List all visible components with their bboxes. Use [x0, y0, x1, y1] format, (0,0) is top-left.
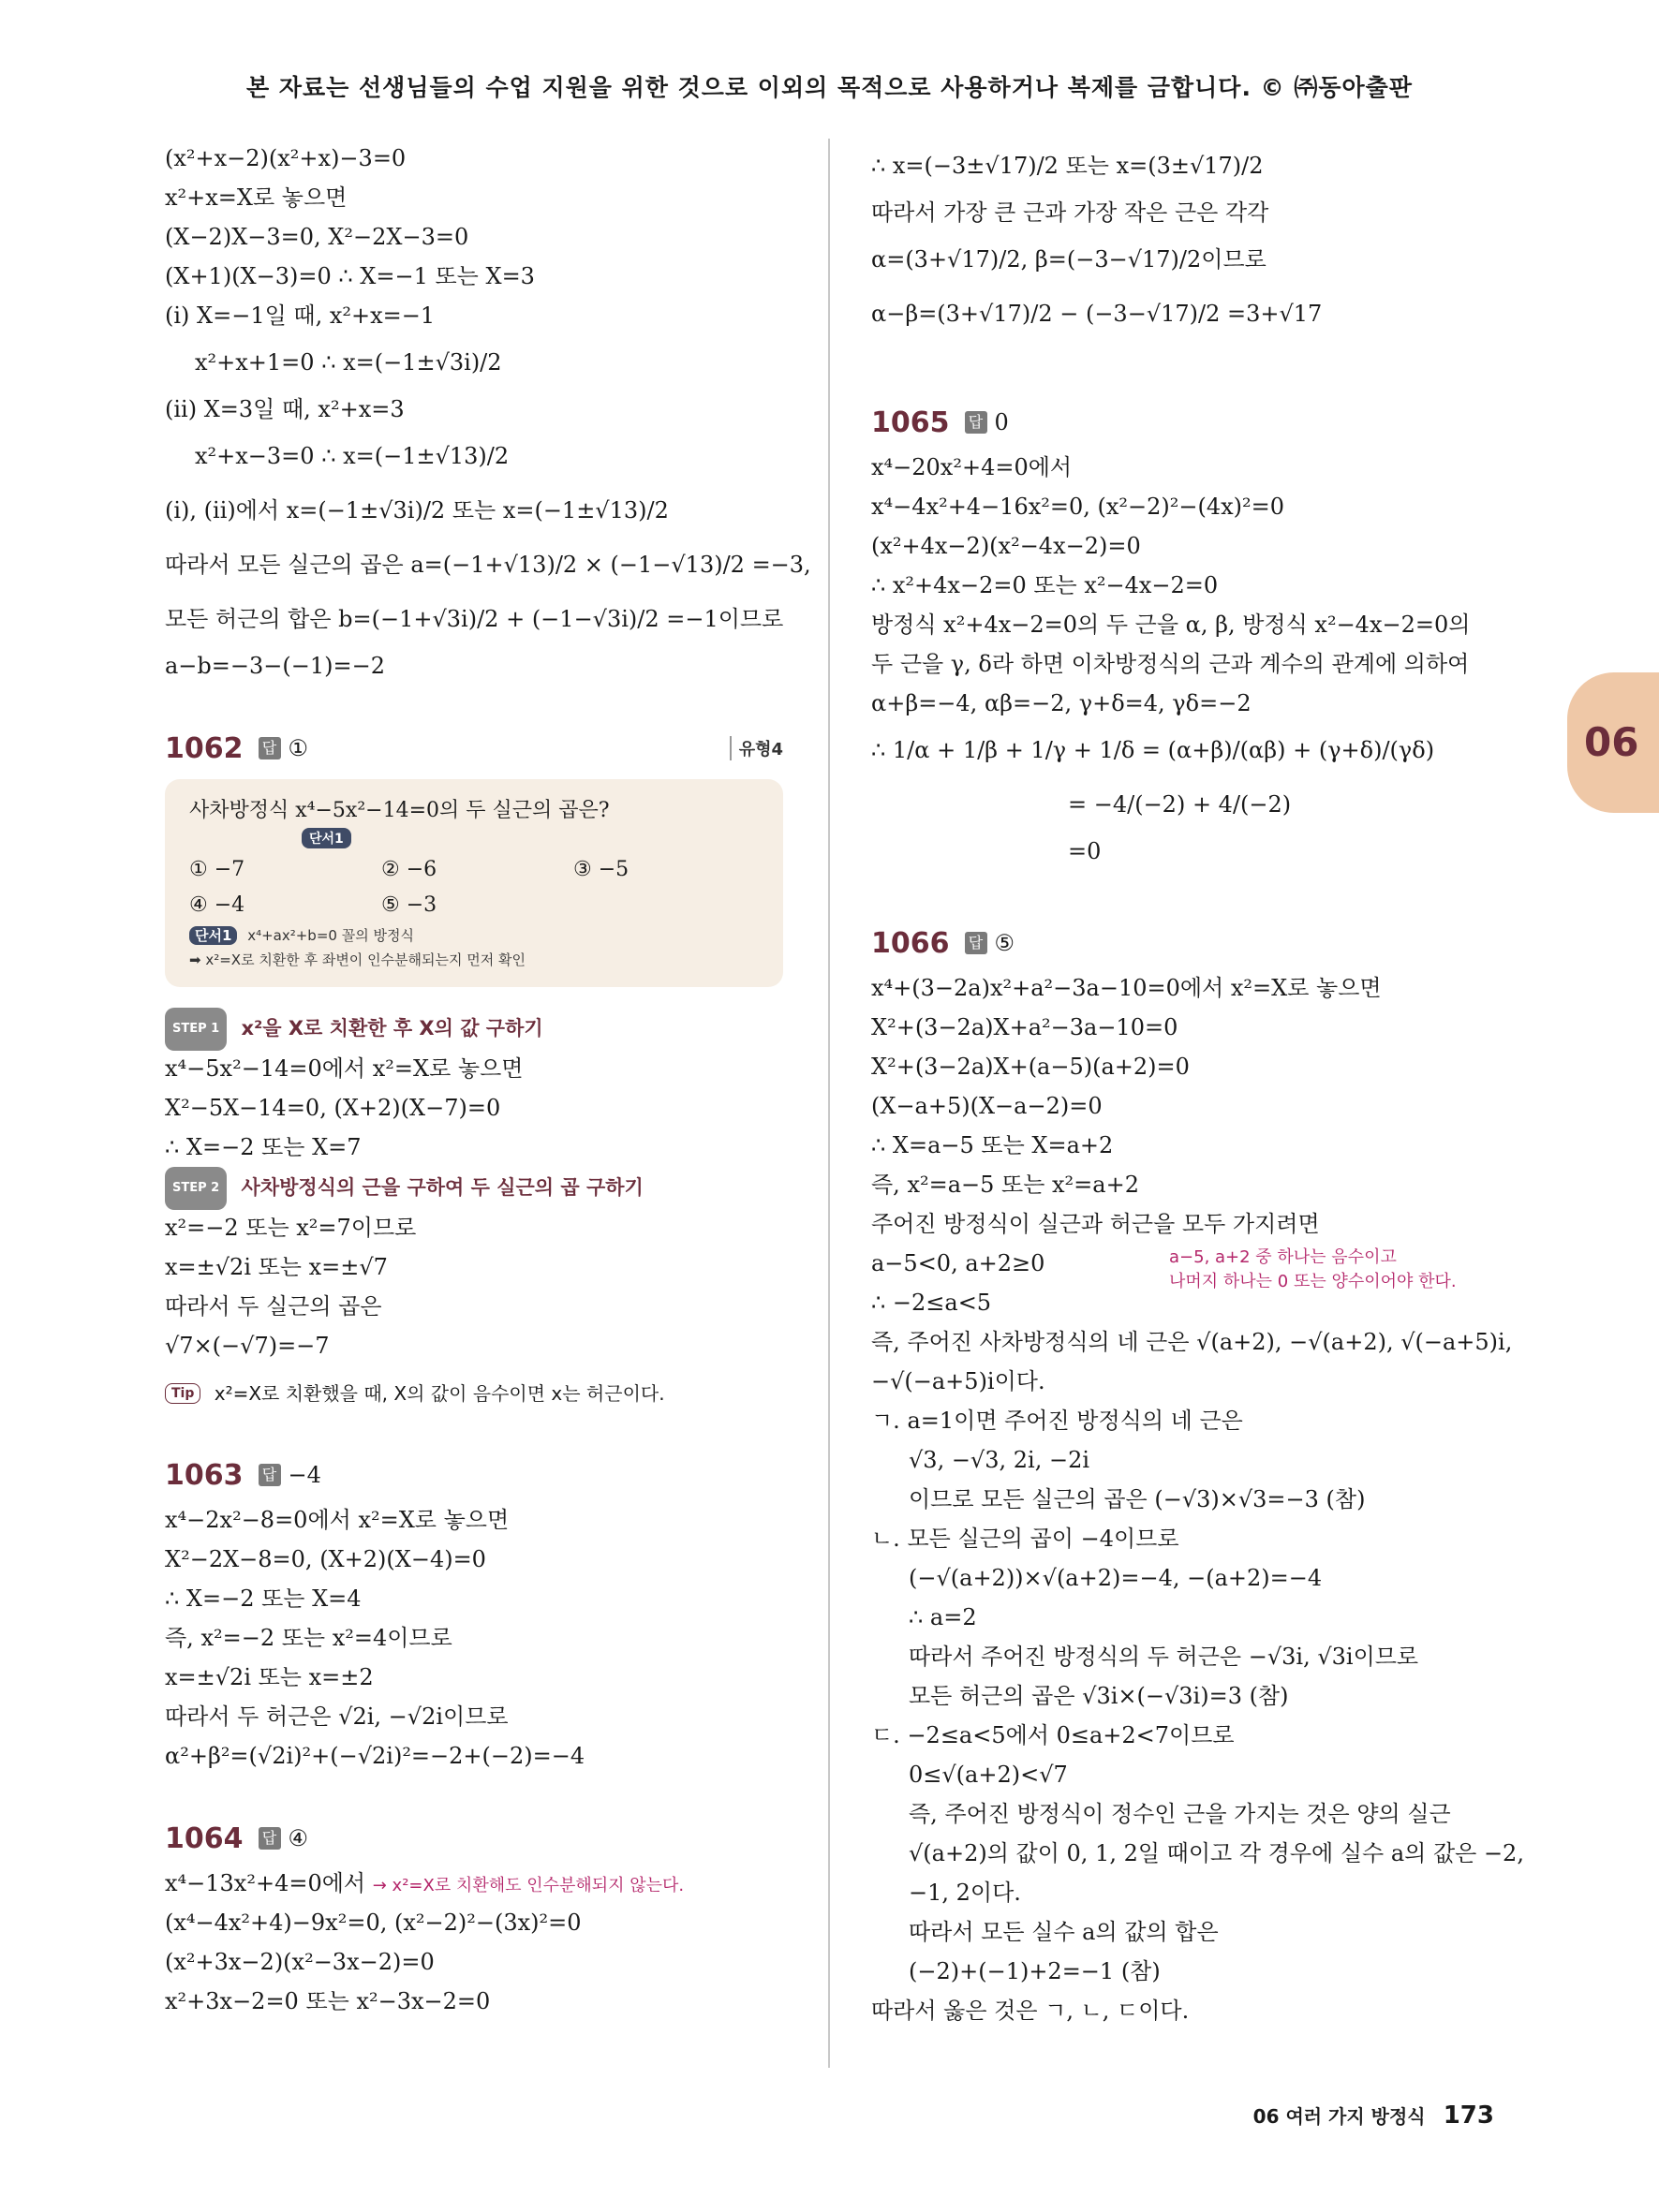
- annotation-note: → x²=X로 치환해도 인수분해되지 않는다.: [372, 1876, 685, 1895]
- hint-body: ➡ x²=X로 치환한 후 좌변이 인수분해되는지 먼저 확인: [189, 951, 526, 968]
- text-line: ∴ X=−2 또는 X=4: [165, 1585, 362, 1612]
- text-line: (−2)+(−1)+2=−1 (참): [909, 1958, 1161, 1984]
- problem-number: 1062: [165, 731, 244, 765]
- tip: [165, 1375, 783, 1412]
- text-line: x⁴−4x²+4−16x²=0, (x²−2)²−(4x)²=0: [871, 494, 1285, 520]
- text-line: 따라서 두 실근의 곱은: [165, 1293, 382, 1320]
- chapter-tab-label: 06: [1584, 719, 1639, 765]
- text-line: (x²+x−2)(x²+x)−3=0: [165, 145, 407, 171]
- text-line: 따라서 모든 실수 a의 값의 합은: [909, 1919, 1219, 1945]
- text-line: 0≤√(a+2)<√7: [909, 1762, 1068, 1788]
- text-line: X²−5X−14=0, (X+2)(X−7)=0: [165, 1095, 501, 1121]
- answer-value: ④: [288, 1825, 309, 1851]
- text-line: α+β=−4, αβ=−2, γ+δ=4, γδ=−2: [871, 690, 1252, 716]
- text-line: a−b=−3−(−1)=−2: [165, 653, 385, 679]
- problem-number: 1065: [871, 406, 950, 439]
- text-line: =0: [1068, 838, 1102, 864]
- choice: ③ −5: [573, 858, 630, 881]
- problem-number: 1064: [165, 1821, 244, 1855]
- column-divider: [828, 139, 830, 2068]
- text-line: x=±√2i 또는 x=±√7: [165, 1254, 388, 1280]
- annotation-note: [1169, 1246, 1457, 1294]
- text-line: (i), (ii)에서 x=(−1±√3i)/2 또는 x=(−1±√13)/2: [165, 497, 669, 524]
- text-line: (i) X=−1일 때, x²+x=−1: [165, 302, 436, 329]
- text-line: = −4/(−2) + 4/(−2): [1068, 791, 1292, 818]
- answer-badge: 답: [259, 1464, 281, 1486]
- answer-value: 0: [994, 409, 1009, 435]
- text-line: ∴ X=−2 또는 X=7: [165, 1134, 362, 1160]
- text-line: (ii) X=3일 때, x²+x=3: [165, 396, 405, 422]
- text-line: (x²+4x−2)(x²−4x−2)=0: [871, 533, 1141, 559]
- left-column: [165, 139, 811, 2021]
- page-number: 173: [1443, 2101, 1494, 2130]
- text-line: 따라서 옳은 것은 ㄱ, ㄴ, ㄷ이다.: [871, 1998, 1190, 2024]
- text-line: α²+β²=(√2i)²+(−√2i)²=−2+(−2)=−4: [165, 1743, 585, 1769]
- text-line: 즉, 주어진 사차방정식의 네 근은 √(a+2), −√(a+2), √(−a+5)i,: [871, 1329, 1513, 1355]
- answer-badge: 답: [965, 932, 987, 954]
- equation: x⁴−13x²+4=0에서: [165, 1870, 366, 1896]
- text-line: √7×(−√7)=−7: [165, 1333, 330, 1359]
- text-line: 두 근을 γ, δ라 하면 이차방정식의 근과 계수의 관계에 의하여: [871, 651, 1470, 677]
- text-line: x²+3x−2=0 또는 x²−3x−2=0: [165, 1988, 491, 2014]
- text-line: 따라서 가장 큰 근과 가장 작은 근은 각각: [871, 199, 1269, 226]
- text-line: x⁴−2x²−8=0에서 x²=X로 놓으면: [165, 1507, 510, 1533]
- copyright-banner: 본 자료는 선생님들의 수업 지원을 위한 것으로 이외의 목적으로 사용하거나 복제를 금합니다. © ㈜동아출판: [246, 74, 1413, 101]
- text-line: (x²+3x−2)(x²−3x−2)=0: [165, 1949, 435, 1975]
- right-column: [871, 139, 1524, 2030]
- choice: ② −6: [381, 858, 437, 881]
- problem-number: 1066: [871, 926, 950, 960]
- text-line: √(a+2)의 값이 0, 1, 2일 때이고 각 경우에 실수 a의 값은 −2,: [909, 1840, 1524, 1866]
- text-line: ∴ −2≤a<5: [871, 1290, 992, 1316]
- problem-1062-header: [165, 723, 783, 774]
- text-line: x⁴−5x²−14=0에서 x²=X로 놓으면: [165, 1055, 524, 1082]
- text-line: α=(3+√17)/2, β=(−3−√17)/2이므로: [871, 246, 1266, 273]
- hint-title-tag: 단서1: [189, 926, 237, 945]
- text-line: −1, 2이다.: [909, 1880, 1021, 1906]
- note-group: [871, 1244, 1499, 1291]
- text-line: 모든 허근의 합은 b=(−1+√3i)/2 + (−1−√3i)/2 =−1이므로: [165, 606, 784, 632]
- note-line: a−5, a+2 중 하나는 음수이고: [1169, 1247, 1397, 1267]
- choice: ④ −4: [189, 893, 245, 917]
- text-line: 방정식 x²+4x−2=0의 두 근을 α, β, 방정식 x²−4x−2=0의: [871, 612, 1471, 638]
- hint-tag: 단서1: [302, 828, 351, 848]
- question-box: [165, 779, 783, 987]
- text-line: ∴ x=(−3±√17)/2 또는 x=(3±√17)/2: [871, 153, 1264, 179]
- problem-1063-header: [165, 1450, 783, 1500]
- hint-title: [189, 923, 759, 948]
- problem-1064-header: [165, 1813, 783, 1864]
- text-line: 즉, 주어진 방정식이 정수인 근을 가지는 것은 양의 실근: [909, 1801, 1451, 1827]
- text-line: 즉, x²=−2 또는 x²=4이므로: [165, 1625, 452, 1651]
- tip-text: x²=X로 치환했을 때, X의 값이 음수이면 x는 허근이다.: [214, 1382, 665, 1405]
- text-line: x⁴−20x²+4=0에서: [871, 454, 1073, 480]
- text-line: −√(−a+5)i이다.: [871, 1368, 1045, 1394]
- text-line: ∴ 1/α + 1/β + 1/γ + 1/δ = (α+β)/(αβ) + (γ+δ)/(γδ): [871, 737, 1435, 763]
- text-line: 즉, x²=a−5 또는 x²=a+2: [871, 1172, 1139, 1198]
- text-line: ∴ X=a−5 또는 X=a+2: [871, 1132, 1114, 1158]
- text-line: x²=−2 또는 x²=7이므로: [165, 1215, 417, 1241]
- question-text: 사차방정식 x⁴−5x²−14=0의 두 실근의 곱은?: [189, 799, 610, 822]
- step-tag: STEP 1: [165, 1008, 227, 1051]
- answer-badge: 답: [259, 1827, 281, 1850]
- text-line: ㄱ. a=1이면 주어진 방정식의 네 근은: [871, 1408, 1243, 1434]
- choice: ⑤ −3: [381, 893, 437, 917]
- text-line: 이므로 모든 실근의 곱은 (−√3)×√3=−3 (참): [909, 1486, 1366, 1512]
- answer-value: −4: [288, 1462, 321, 1488]
- text-line: X²+(3−2a)X+a²−3a−10=0: [871, 1014, 1178, 1040]
- text-line: 따라서 두 허근은 √2i, −√2i이므로: [165, 1703, 509, 1730]
- problem-1066-header: [871, 918, 1499, 968]
- answer-badge: 답: [965, 411, 987, 434]
- text-line: 따라서 주어진 방정식의 두 허근은 −√3i, √3i이므로: [909, 1644, 1419, 1670]
- type-tag: 유형4: [730, 736, 783, 760]
- tip-tag: Tip: [165, 1383, 200, 1404]
- choice: ① −7: [189, 858, 245, 881]
- step-2-heading: [165, 1167, 783, 1208]
- text-line: α−β=(3+√17)/2 − (−3−√17)/2 =3+√17: [871, 301, 1323, 327]
- text-line: X²−2X−8=0, (X+2)(X−4)=0: [165, 1546, 486, 1572]
- note-line: 나머지 하나는 0 또는 양수이어야 한다.: [1169, 1272, 1457, 1291]
- text-line: ∴ x²+4x−2=0 또는 x²−4x−2=0: [871, 572, 1219, 598]
- chapter-side-tab: [1567, 672, 1659, 813]
- step-tag: STEP 2: [165, 1167, 227, 1210]
- problem-1065-header: [871, 397, 1499, 448]
- choices: [189, 852, 759, 923]
- text-line: (x⁴−4x²+4)−9x²=0, (x²−2)²−(3x)²=0: [165, 1910, 582, 1936]
- step-title: 사차방정식의 근을 구하여 두 실근의 곱 구하기: [241, 1176, 644, 1199]
- text-line: (X−a+5)(X−a−2)=0: [871, 1093, 1103, 1119]
- text-line: x²+x−3=0 ∴ x=(−1±√13)/2: [195, 443, 510, 469]
- text-line: 모든 허근의 곱은 √3i×(−√3i)=3 (참): [909, 1683, 1289, 1709]
- text-line: x²+x+1=0 ∴ x=(−1±√3i)/2: [195, 349, 502, 376]
- hint-title-text: x⁴+ax²+b=0 꼴의 방정식: [247, 927, 414, 944]
- step-1-heading: [165, 1008, 783, 1049]
- text-line: ㄷ. −2≤a<5에서 0≤a+2<7이므로: [871, 1722, 1235, 1748]
- answer-value: ①: [288, 735, 309, 761]
- problem-number: 1063: [165, 1458, 244, 1492]
- text-line: ∴ a=2: [909, 1604, 977, 1630]
- text-line: x=±√2i 또는 x=±2: [165, 1664, 374, 1690]
- answer-value: ⑤: [994, 930, 1015, 956]
- page-footer: [1253, 2101, 1494, 2130]
- text-line: (X+1)(X−3)=0 ∴ X=−1 또는 X=3: [165, 263, 535, 289]
- text-line: (X−2)X−3=0, X²−2X−3=0: [165, 224, 469, 250]
- text-line: [165, 1864, 783, 1903]
- step-title: x²을 X로 치환한 후 X의 값 구하기: [241, 1017, 543, 1040]
- answer-badge: 답: [259, 737, 281, 759]
- text-line: ㄴ. 모든 실근의 곱이 −4이므로: [871, 1526, 1179, 1552]
- text-line: x⁴+(3−2a)x²+a²−3a−10=0에서 x²=X로 놓으면: [871, 975, 1382, 1001]
- text-line: x²+x=X로 놓으면: [165, 184, 348, 211]
- text-line: 따라서 모든 실근의 곱은 a=(−1+√13)/2 × (−1−√13)/2 =−3,: [165, 552, 811, 578]
- text-line: X²+(3−2a)X+(a−5)(a+2)=0: [871, 1054, 1190, 1080]
- text-line: (−√(a+2))×√(a+2)=−4, −(a+2)=−4: [909, 1565, 1323, 1591]
- text-line: 주어진 방정식이 실근과 허근을 모두 가지려면: [871, 1211, 1320, 1237]
- text-line: a−5<0, a+2≥0: [871, 1250, 1045, 1276]
- footer-chapter: 06 여러 가지 방정식: [1252, 2105, 1426, 2128]
- text-line: √3, −√3, 2i, −2i: [909, 1447, 1090, 1473]
